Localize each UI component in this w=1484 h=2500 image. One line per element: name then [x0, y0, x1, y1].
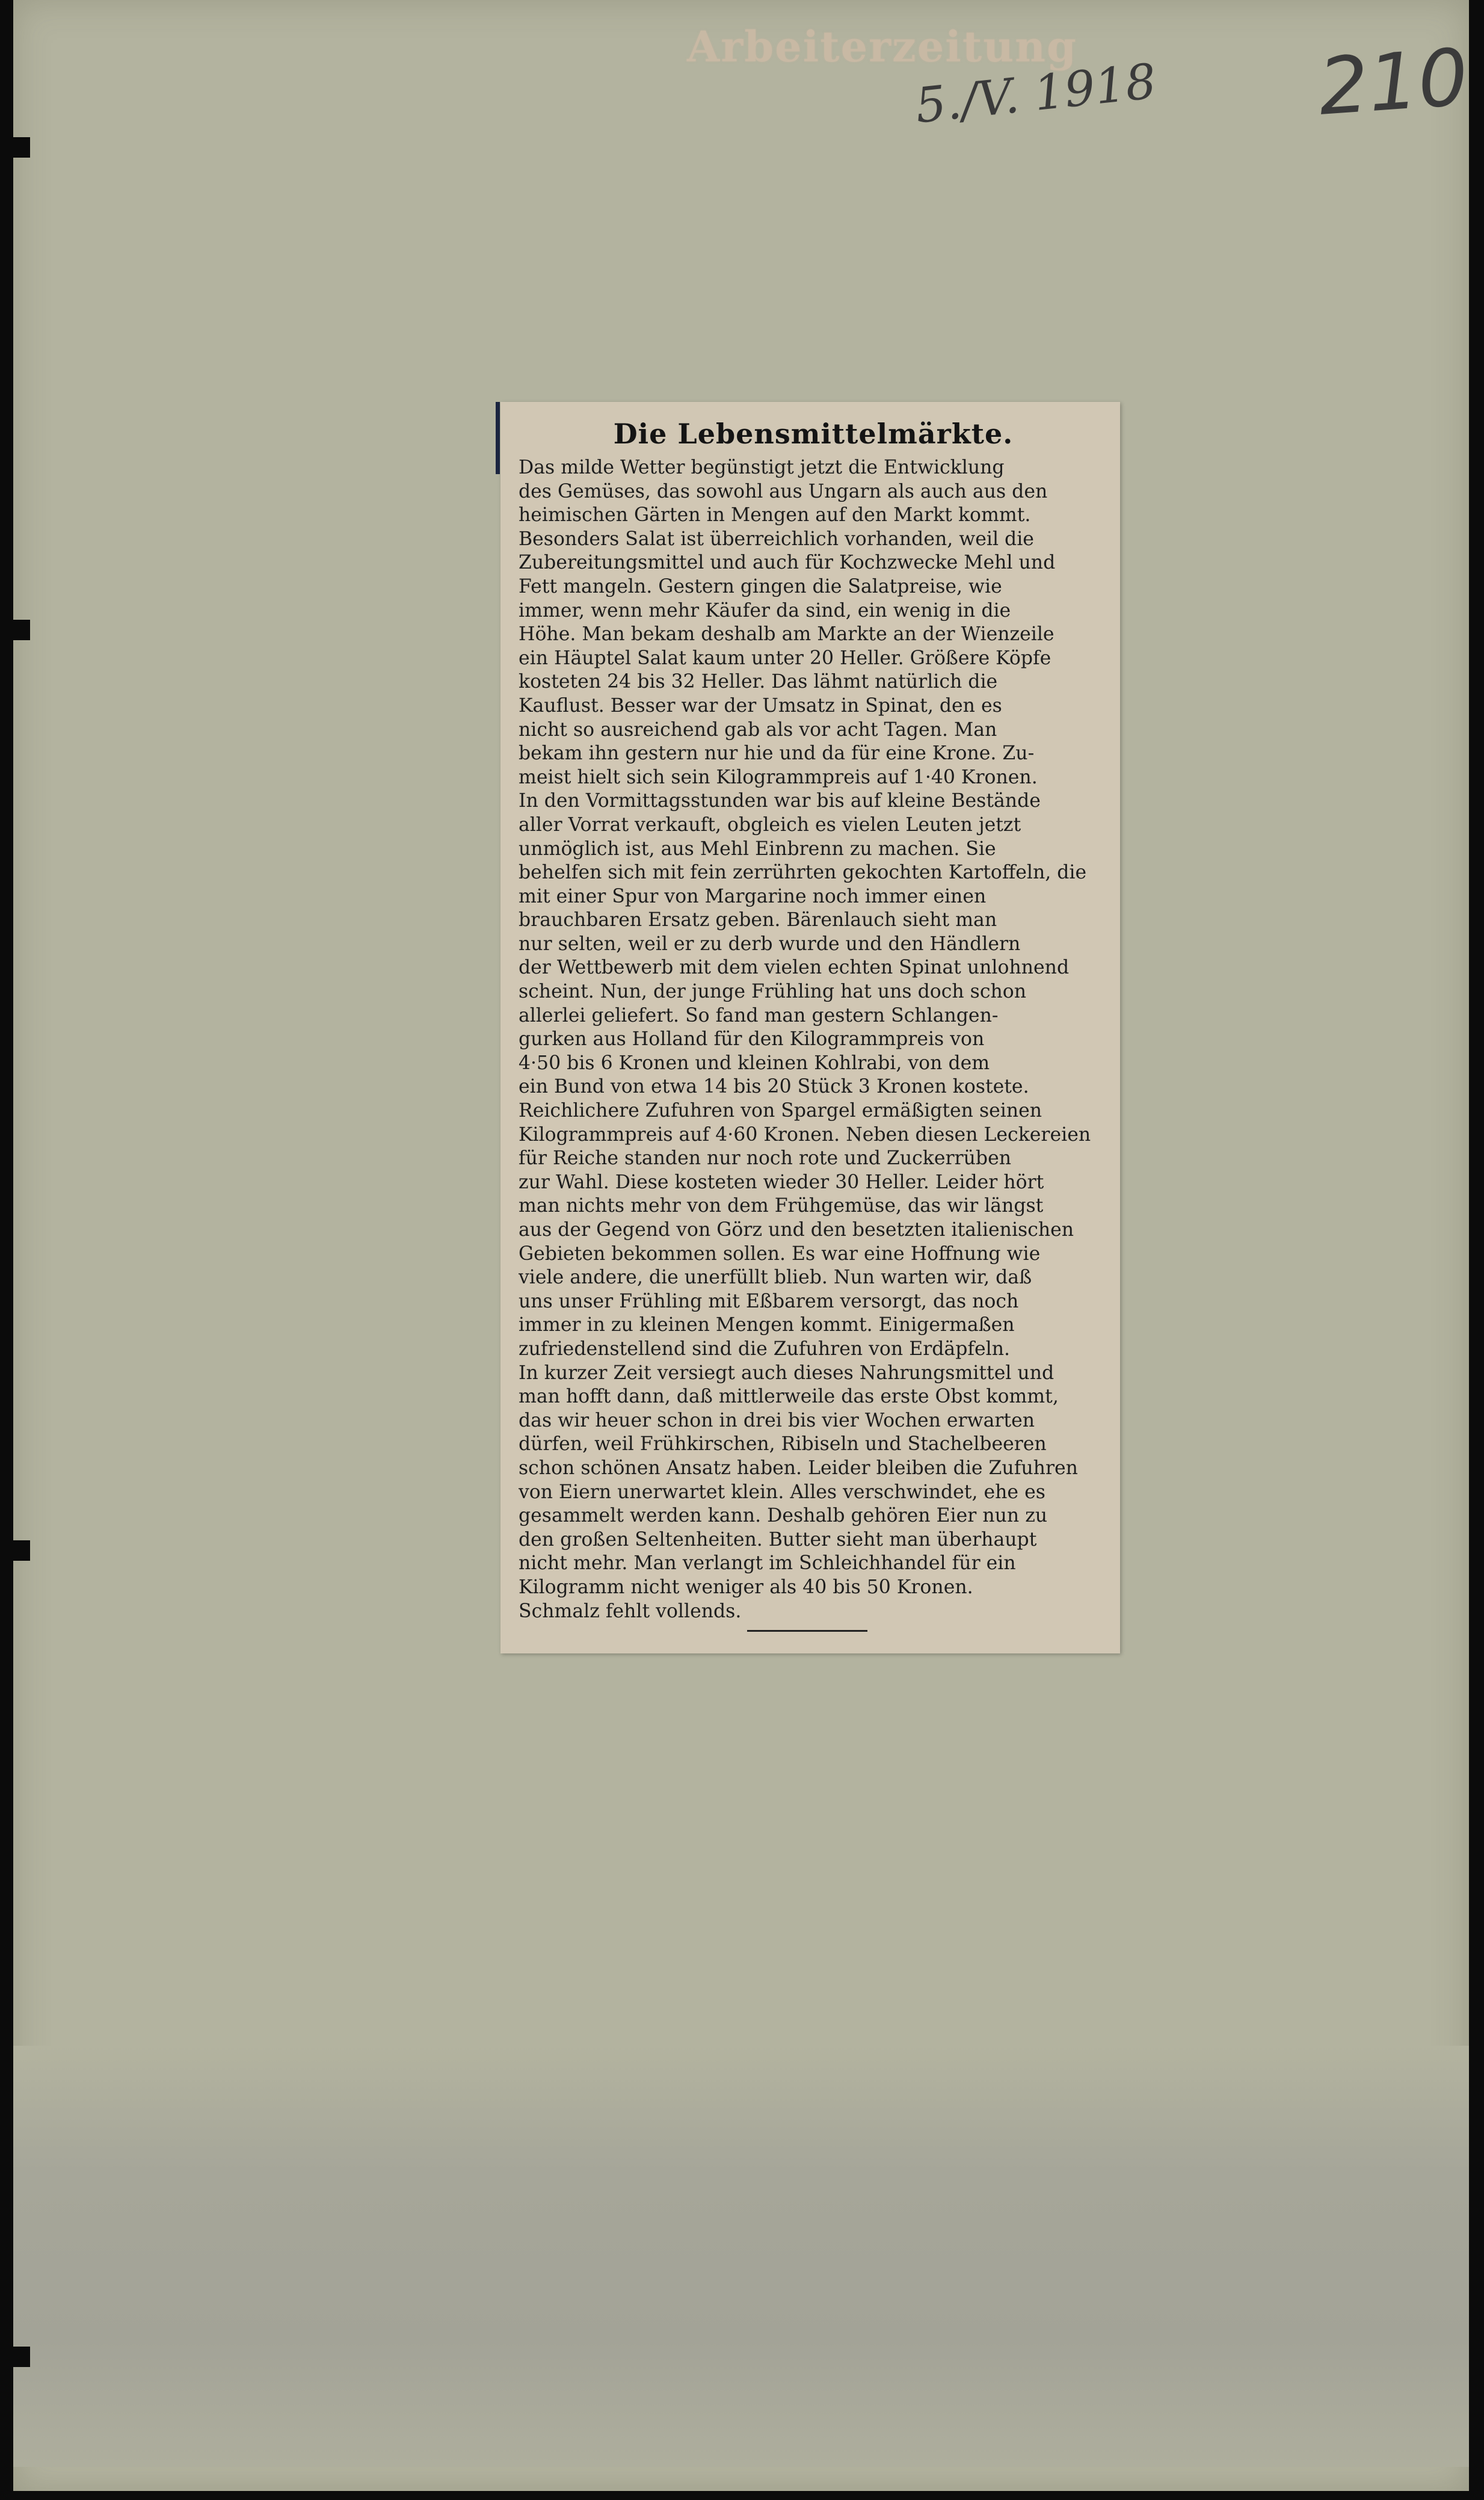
article-line: für Reiche standen nur noch rote und Zuckerrüben	[519, 1147, 1011, 1170]
article-line: immer in zu kleinen Mengen kommt. Einigermaßen	[519, 1314, 1015, 1336]
article-line: mit einer Spur von Margarine noch immer einen	[519, 885, 987, 907]
article-line: zufriedenstellend sind die Zufuhren von Erdäpfeln.	[519, 1338, 1011, 1360]
handwritten-date: 5./V. 1918	[913, 53, 1159, 134]
article-line: Gebieten bekommen sollen. Es war eine Hoffnung wie	[519, 1242, 1041, 1265]
article-line: Schmalz fehlt vollends.	[519, 1600, 742, 1622]
binding-tab	[13, 137, 30, 158]
article-line: bekam ihn gestern nur hie und da für eine Krone. Zu-	[519, 742, 1035, 765]
article-line: schon schönen Ansatz haben. Leider bleiben die Zufuhren	[519, 1457, 1078, 1479]
clipping-edge-mark	[496, 402, 500, 474]
article-line: des Gemüses, das sowohl aus Ungarn als auch aus den	[519, 480, 1048, 502]
article-line: scheint. Nun, der junge Frühling hat uns doch schon	[519, 981, 1026, 1003]
article-line: Höhe. Man bekam deshalb am Markte an der Wienzeile	[519, 623, 1055, 646]
archive-sheet	[13, 0, 1469, 2491]
article-line: aus der Gegend von Görz und den besetzten italienischen	[519, 1219, 1074, 1241]
article-body	[519, 456, 1108, 1623]
article-line: dürfen, weil Frühkirschen, Ribiseln und Stachelbeeren	[519, 1433, 1047, 1455]
newspaper-stamp: Arbeiterzeitung	[687, 22, 1077, 72]
article-line: gurken aus Holland für den Kilogrammpreis von	[519, 1028, 985, 1051]
article-line: In den Vormittagsstunden war bis auf kleine Bestände	[519, 790, 1041, 812]
article-line: ein Bund von etwa 14 bis 20 Stück 3 Kronen kostete.	[519, 1076, 1029, 1098]
article-line: behelfen sich mit fein zerrührten gekochten Kartoffeln, die	[519, 862, 1087, 884]
article-line: man nichts mehr von dem Frühgemüse, das wir längst	[519, 1195, 1044, 1217]
article-line: zur Wahl. Diese kosteten wieder 30 Heller. Leider hört	[519, 1171, 1044, 1193]
article-line: allerlei geliefert. So fand man gestern Schlangen-	[519, 1004, 999, 1026]
article-line: aller Vorrat verkauft, obgleich es vielen Leuten jetzt	[519, 813, 1021, 836]
newspaper-clipping	[500, 402, 1120, 1653]
article-line: Zubereitungsmittel und auch für Kochzwecke Mehl und	[519, 552, 1056, 574]
article-line: von Eiern unerwartet klein. Alles verschwindet, ehe es	[519, 1481, 1045, 1503]
article-line: 4·50 bis 6 Kronen und kleinen Kohlrabi, von dem	[519, 1052, 990, 1074]
article-line: meist hielt sich sein Kilogrammpreis auf 1·40 Kronen.	[519, 766, 1038, 788]
article-line: der Wettbewerb mit dem vielen echten Spinat unlohnend	[519, 957, 1070, 979]
article-line: brauchbaren Ersatz geben. Bärenlauch sieht man	[519, 909, 997, 931]
article-line: unmöglich ist, aus Mehl Einbrenn zu machen. Sie	[519, 838, 996, 860]
article-line: gesammelt werden kann. Deshalb gehören Eier nun zu	[519, 1505, 1048, 1527]
article-line: immer, wenn mehr Käufer da sind, ein wenig in die	[519, 599, 1011, 622]
article-line: Kilogramm nicht weniger als 40 bis 50 Kronen.	[519, 1576, 973, 1598]
scan-shading	[13, 2046, 1469, 2467]
binding-tab	[13, 1540, 30, 1561]
article-line: das wir heuer schon in drei bis vier Wochen erwarten	[519, 1409, 1035, 1431]
article-line: Besonders Salat ist überreichlich vorhanden, weil die	[519, 528, 1034, 550]
article-line: uns unser Frühling mit Eßbarem versorgt, das noch	[519, 1290, 1019, 1312]
article-line: Reichlichere Zufuhren von Spargel ermäßigten seinen	[519, 1100, 1042, 1122]
article-line: nur selten, weil er zu derb wurde und den Händlern	[519, 933, 1021, 955]
binding-tab	[13, 2347, 30, 2367]
article-line: ein Häuptel Salat kaum unter 20 Heller. Größere Köpfe	[519, 647, 1051, 669]
article-line: Fett mangeln. Gestern gingen die Salatpreise, wie	[519, 575, 1002, 597]
article-line: viele andere, die unerfüllt blieb. Nun warten wir, daß	[519, 1267, 1032, 1289]
article-line: nicht so ausreichend gab als vor acht Tagen. Man	[519, 718, 997, 741]
article-line: Kilogrammpreis auf 4·60 Kronen. Neben diesen Leckereien	[519, 1123, 1091, 1146]
binding-tab	[13, 620, 30, 640]
article-line: heimischen Gärten in Mengen auf den Markt kommt.	[519, 504, 1031, 526]
article-line: Das milde Wetter begünstigt jetzt die Entwicklung	[519, 457, 1005, 478]
handwritten-page-number: 210	[1316, 31, 1471, 133]
article-line: man hofft dann, daß mittlerweile das erste Obst kommt,	[519, 1386, 1059, 1408]
article-line: Kauflust. Besser war der Umsatz in Spinat, den es	[519, 694, 1002, 717]
article-title: Die Lebensmittelmärkte.	[613, 418, 1014, 450]
end-rule	[747, 1630, 867, 1632]
article-line: den großen Seltenheiten. Butter sieht man überhaupt	[519, 1528, 1037, 1551]
article-line: nicht mehr. Man verlangt im Schleichhandel für ein	[519, 1552, 1016, 1575]
article-line: In kurzer Zeit versiegt auch dieses Nahrungsmittel und	[519, 1362, 1055, 1384]
article-line: kosteten 24 bis 32 Heller. Das lähmt natürlich die	[519, 671, 998, 693]
